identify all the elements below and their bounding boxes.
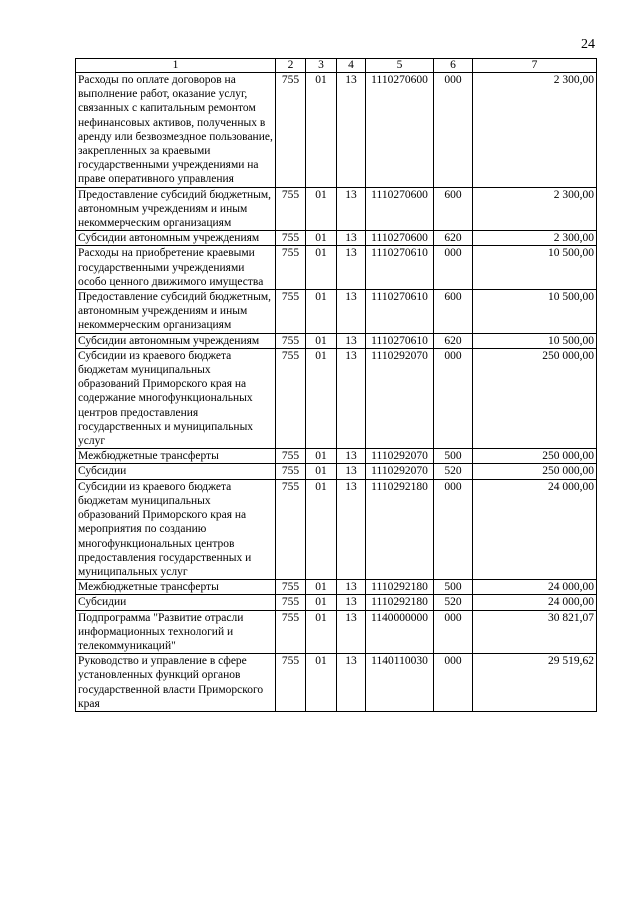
- target-article-cell: 1140000000: [366, 610, 434, 654]
- table-row: [76, 290, 597, 334]
- table-row: [76, 610, 597, 654]
- expense-type-cell: 000: [434, 610, 473, 654]
- row-name-cell: Субсидии из краевого бюджета бюджетам муниципальных образований Приморского края на мероприятия по созданию многофункциональных центров предоставления государственных и муниципальных услуг: [76, 479, 276, 579]
- expense-type-cell: 000: [434, 246, 473, 290]
- row-name-cell: Субсидии автономным учреждениям: [76, 333, 276, 348]
- row-name-cell: Расходы на приобретение краевыми государственными учреждениями особо ценного движимого имущества: [76, 246, 276, 290]
- amount-cell: 10 500,00: [473, 246, 597, 290]
- amount-cell: 250 000,00: [473, 348, 597, 448]
- row-name-cell: Межбюджетные трансферты: [76, 580, 276, 595]
- table-row: [76, 464, 597, 479]
- amount-cell: 10 500,00: [473, 290, 597, 334]
- table-row: [76, 479, 597, 579]
- target-article-cell: 1140110030: [366, 654, 434, 712]
- table-row: [76, 348, 597, 448]
- target-article-cell: 1110270610: [366, 246, 434, 290]
- expense-type-cell: 000: [434, 654, 473, 712]
- table-row: [76, 246, 597, 290]
- target-article-cell: 1110292180: [366, 580, 434, 595]
- section-code-cell: 01: [306, 246, 337, 290]
- subsection-code-cell: 13: [337, 187, 366, 231]
- header-cell: 2: [276, 59, 306, 73]
- subsection-code-cell: 13: [337, 290, 366, 334]
- amount-cell: 2 300,00: [473, 73, 597, 188]
- amount-cell: 250 000,00: [473, 464, 597, 479]
- target-article-cell: 1110270600: [366, 73, 434, 188]
- admin-code-cell: 755: [276, 610, 306, 654]
- row-name-cell: Руководство и управление в сфере установленных функций органов государственной власти Приморского края: [76, 654, 276, 712]
- amount-cell: 10 500,00: [473, 333, 597, 348]
- amount-cell: 2 300,00: [473, 231, 597, 246]
- subsection-code-cell: 13: [337, 610, 366, 654]
- subsection-code-cell: 13: [337, 580, 366, 595]
- section-code-cell: 01: [306, 479, 337, 579]
- admin-code-cell: 755: [276, 464, 306, 479]
- row-name-cell: Расходы по оплате договоров на выполнение работ, оказание услуг, связанных с капитальным ремонтом нефинансовых активов, полученных в аренду или безвозмездное пользование, закрепленных за краевыми государственными учреждениями на праве оперативного управления: [76, 73, 276, 188]
- table-row: [76, 333, 597, 348]
- header-cell: 6: [434, 59, 473, 73]
- expense-type-cell: 500: [434, 580, 473, 595]
- subsection-code-cell: 13: [337, 464, 366, 479]
- section-code-cell: 01: [306, 449, 337, 464]
- row-name-cell: Подпрограмма "Развитие отрасли информационных технологий и телекоммуникаций": [76, 610, 276, 654]
- subsection-code-cell: 13: [337, 348, 366, 448]
- table-row: [76, 580, 597, 595]
- target-article-cell: 1110270610: [366, 333, 434, 348]
- expense-type-cell: 600: [434, 187, 473, 231]
- row-name-cell: Субсидии автономным учреждениям: [76, 231, 276, 246]
- table-row: [76, 449, 597, 464]
- admin-code-cell: 755: [276, 246, 306, 290]
- section-code-cell: 01: [306, 231, 337, 246]
- target-article-cell: 1110292070: [366, 464, 434, 479]
- expense-type-cell: 620: [434, 333, 473, 348]
- section-code-cell: 01: [306, 610, 337, 654]
- header-cell: 3: [306, 59, 337, 73]
- admin-code-cell: 755: [276, 348, 306, 448]
- target-article-cell: 1110270610: [366, 290, 434, 334]
- row-name-cell: Предоставление субсидий бюджетным, автономным учреждениям и иным некоммерческим организациям: [76, 290, 276, 334]
- subsection-code-cell: 13: [337, 449, 366, 464]
- expense-type-cell: 520: [434, 464, 473, 479]
- amount-cell: 24 000,00: [473, 479, 597, 579]
- target-article-cell: 1110270600: [366, 231, 434, 246]
- admin-code-cell: 755: [276, 333, 306, 348]
- admin-code-cell: 755: [276, 580, 306, 595]
- target-article-cell: 1110292070: [366, 449, 434, 464]
- expense-type-cell: 520: [434, 595, 473, 610]
- amount-cell: 24 000,00: [473, 595, 597, 610]
- amount-cell: 2 300,00: [473, 187, 597, 231]
- admin-code-cell: 755: [276, 231, 306, 246]
- section-code-cell: 01: [306, 348, 337, 448]
- admin-code-cell: 755: [276, 595, 306, 610]
- target-article-cell: 1110292070: [366, 348, 434, 448]
- header-cell: 7: [473, 59, 597, 73]
- row-name-cell: Предоставление субсидий бюджетным, автономным учреждениям и иным некоммерческим организациям: [76, 187, 276, 231]
- row-name-cell: Субсидии: [76, 464, 276, 479]
- subsection-code-cell: 13: [337, 246, 366, 290]
- budget-table: [75, 58, 597, 712]
- section-code-cell: 01: [306, 580, 337, 595]
- subsection-code-cell: 13: [337, 479, 366, 579]
- row-name-cell: Субсидии: [76, 595, 276, 610]
- amount-cell: 30 821,07: [473, 610, 597, 654]
- expense-type-cell: 000: [434, 479, 473, 579]
- expense-type-cell: 000: [434, 348, 473, 448]
- admin-code-cell: 755: [276, 654, 306, 712]
- admin-code-cell: 755: [276, 449, 306, 464]
- section-code-cell: 01: [306, 595, 337, 610]
- section-code-cell: 01: [306, 290, 337, 334]
- header-cell: 4: [337, 59, 366, 73]
- admin-code-cell: 755: [276, 479, 306, 579]
- section-code-cell: 01: [306, 73, 337, 188]
- subsection-code-cell: 13: [337, 654, 366, 712]
- header-row: [76, 59, 597, 73]
- subsection-code-cell: 13: [337, 333, 366, 348]
- subsection-code-cell: 13: [337, 595, 366, 610]
- table-row: [76, 595, 597, 610]
- table-row: [76, 187, 597, 231]
- admin-code-cell: 755: [276, 73, 306, 188]
- amount-cell: 29 519,62: [473, 654, 597, 712]
- page-number: 24: [581, 37, 595, 52]
- table-body: [76, 73, 597, 712]
- expense-type-cell: 500: [434, 449, 473, 464]
- expense-type-cell: 000: [434, 73, 473, 188]
- target-article-cell: 1110292180: [366, 595, 434, 610]
- admin-code-cell: 755: [276, 290, 306, 334]
- expense-type-cell: 620: [434, 231, 473, 246]
- table-row: [76, 231, 597, 246]
- amount-cell: 250 000,00: [473, 449, 597, 464]
- header-cell: 5: [366, 59, 434, 73]
- row-name-cell: Межбюджетные трансферты: [76, 449, 276, 464]
- section-code-cell: 01: [306, 464, 337, 479]
- section-code-cell: 01: [306, 654, 337, 712]
- subsection-code-cell: 13: [337, 231, 366, 246]
- header-cell: 1: [76, 59, 276, 73]
- expense-type-cell: 600: [434, 290, 473, 334]
- section-code-cell: 01: [306, 187, 337, 231]
- target-article-cell: 1110292180: [366, 479, 434, 579]
- subsection-code-cell: 13: [337, 73, 366, 188]
- table-row: [76, 654, 597, 712]
- amount-cell: 24 000,00: [473, 580, 597, 595]
- table-row: [76, 73, 597, 188]
- section-code-cell: 01: [306, 333, 337, 348]
- admin-code-cell: 755: [276, 187, 306, 231]
- target-article-cell: 1110270600: [366, 187, 434, 231]
- row-name-cell: Субсидии из краевого бюджета бюджетам муниципальных образований Приморского края на содержание многофункциональных центров предоставления государственных и муниципальных услуг: [76, 348, 276, 448]
